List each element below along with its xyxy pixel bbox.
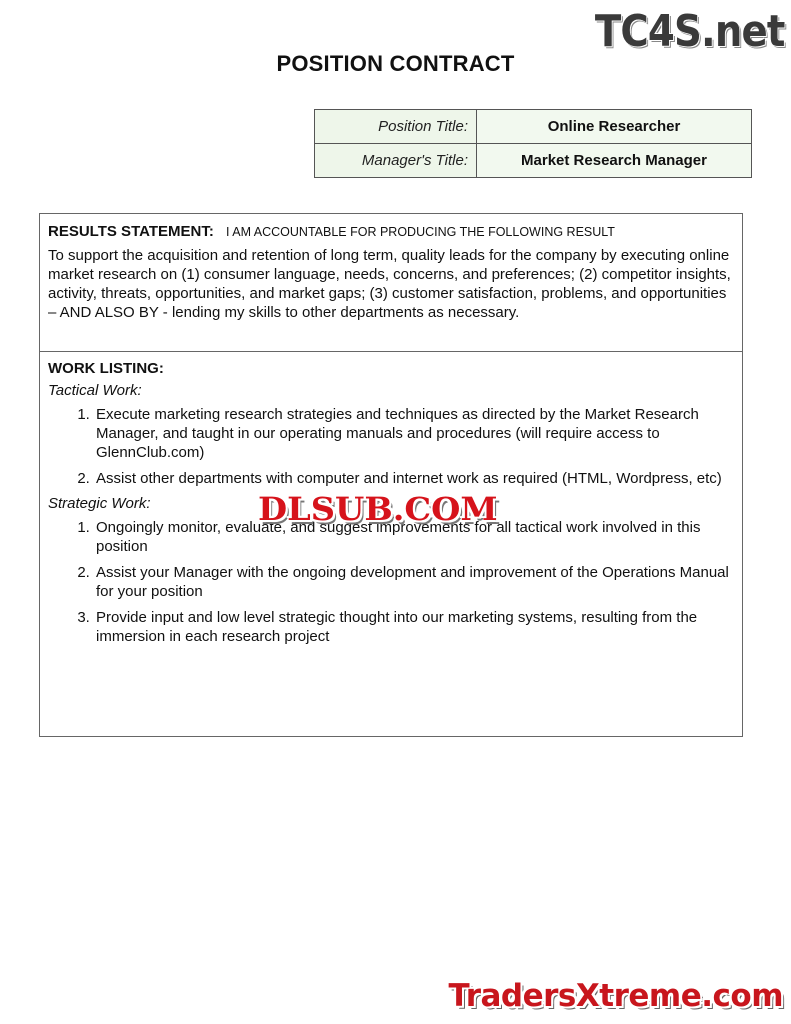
results-heading-line [48,223,734,240]
manager-title-label: Manager's Title: [315,144,477,178]
strategic-work-list [48,518,734,646]
contract-body-box [39,213,743,737]
list-item: 1. Ongoingly monitor, evaluate, and suggest improvements for all tactical work involved in this position [94,518,734,556]
results-section [40,214,742,352]
table-row [315,144,752,178]
results-text: To support the acquisition and retention of long term, quality leads for the company by executing online market research on (1) consumer language, needs, concerns, and preferences; (2) competitor insights, activity, threats, opportunities, and market gaps; (3) customer satisfaction, problems, and opportunities – AND ALSO BY - lending my skills to other departments as necessary. [48,247,731,321]
results-heading: RESULTS STATEMENT: [48,223,214,240]
position-info-table [314,109,752,178]
watermark-bottom: TradersXtreme.com [448,978,783,1014]
watermark-top: TC4S.net [595,6,785,57]
strategic-work-label: Strategic Work: [48,495,151,512]
list-item: 1. Execute marketing research strategies and techniques as directed by the Market Research Manager, and taught in our operating manuals and procedures (will require access to GlennClub.com) [94,405,734,462]
table-row [315,110,752,144]
results-subheading: I AM ACCOUNTABLE FOR PRODUCING THE FOLLOWING RESULT [226,225,615,239]
tactical-work-label: Tactical Work: [48,382,142,399]
work-listing-heading: WORK LISTING: [48,360,164,377]
tactical-work-list [48,405,734,488]
document-title: POSITION CONTRACT [276,51,515,76]
position-title-value: Online Researcher [477,110,752,144]
position-title-label: Position Title: [315,110,477,144]
manager-title-value: Market Research Manager [477,144,752,178]
watermark-middle: DLSUB.COM [258,490,498,528]
list-item: 3. Provide input and low level strategic thought into our marketing systems, resulting from the immersion in each research project [94,608,734,646]
list-item: 2. Assist your Manager with the ongoing development and improvement of the Operations Manual for your position [94,563,734,601]
list-item: 2. Assist other departments with computer and internet work as required (HTML, Wordpress, etc) [94,469,734,488]
